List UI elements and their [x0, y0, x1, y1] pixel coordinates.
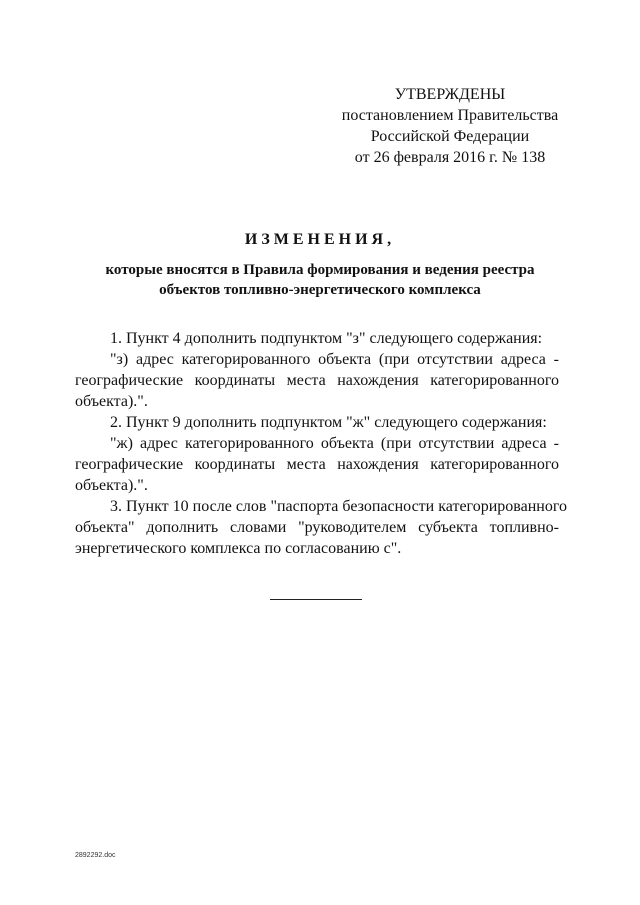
approval-heading: УТВЕРЖДЕНЫ [394, 86, 506, 103]
subtitle-line-2: объектов топливно-энергетического комплекса [159, 282, 481, 298]
item-2: 2. Пункт 9 дополнить подпунктом "ж" следующего содержания: [110, 414, 547, 431]
document-body [75, 328, 568, 559]
end-divider [270, 599, 362, 600]
item-1-quote-line-2: географические координаты места нахождения категорированного [75, 372, 559, 389]
item-3-line-2: объекта" дополнить словами "руководителем субъекта топливно- [75, 519, 559, 536]
item-3-line-1: 3. Пункт 10 после слов "паспорта безопасности категорированного [110, 498, 568, 515]
item-2-quote-line-3: объекта).". [75, 477, 148, 494]
item-2-quote-line-2: географические координаты места нахождения категорированного [75, 456, 559, 473]
item-1: 1. Пункт 4 дополнить подпунктом "з" следующего содержания: [110, 330, 543, 347]
subtitle-line-1: которые вносятся в Правила формирования и ведения реестра [105, 262, 535, 278]
approval-line-decree: постановлением Правительства [341, 107, 559, 124]
item-2-quote-line-1: "ж) адрес категорированного объекта (при отсутствии адреса - [110, 435, 559, 452]
document-subtitle [60, 260, 580, 300]
footer-filename: 2892292.doc [75, 852, 116, 859]
item-3-line-3: энергетического комплекса по согласованию с". [75, 540, 402, 557]
approval-line-date: от 26 февраля 2016 г. № 138 [354, 149, 546, 166]
approval-line-country: Российской Федерации [370, 128, 530, 145]
document-title: ИЗМЕНЕНИЯ, [244, 231, 396, 248]
item-1-quote-line-1: "з) адрес категорированного объекта (при отсутствии адреса - [110, 351, 559, 368]
item-1-quote-line-3: объекта).". [75, 393, 148, 410]
approval-stamp [340, 84, 560, 168]
